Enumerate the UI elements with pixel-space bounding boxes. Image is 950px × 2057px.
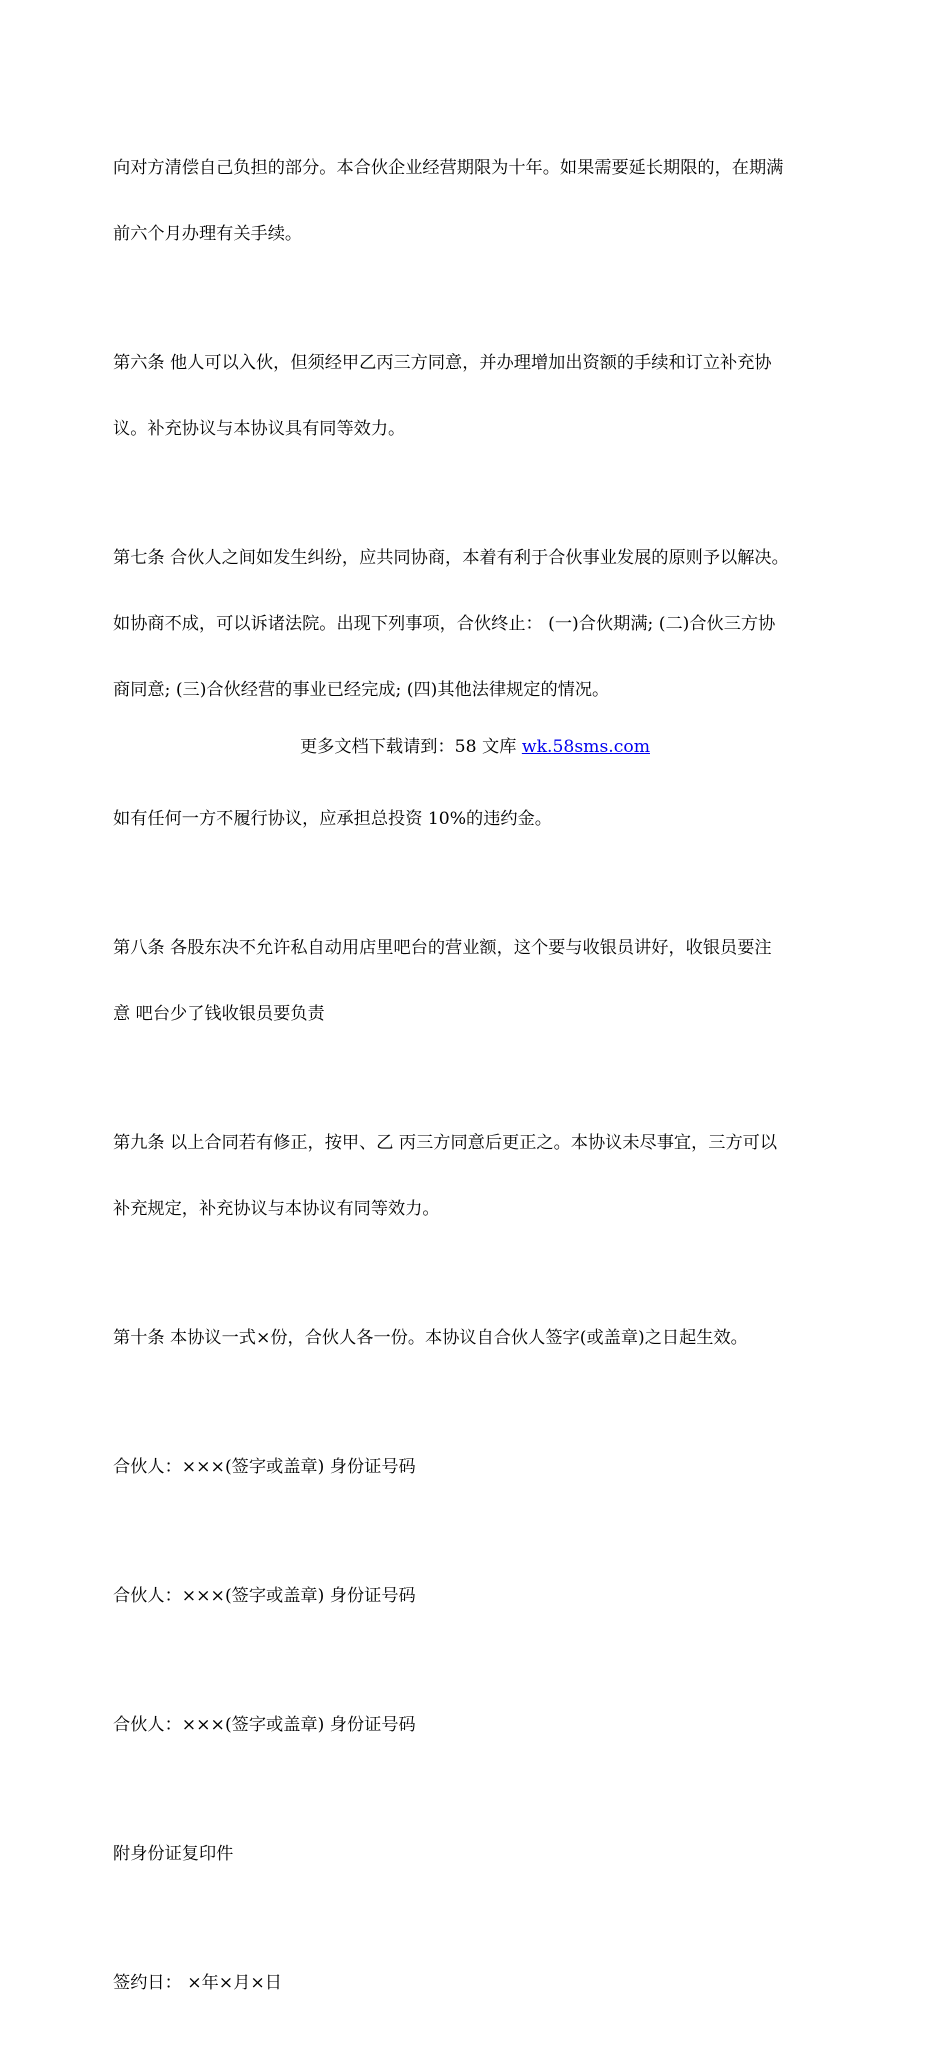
paragraph-article-7 [113,503,839,745]
paragraph-article-9 [113,1088,839,1264]
paragraph-article-6 [113,308,839,484]
text-line: 向对方清偿自己负担的部分。本合伙企业经营期限为十年。如果需要延长期限的，在期满 [113,158,784,178]
footer-text: 更多文档下载请到：58 文库 [299,737,522,757]
text-line: 签约日： ×年×月×日 [113,1973,282,1993]
text-line: 第六条 他人可以入伙，但须经甲乙丙三方同意，并办理增加出资额的手续和订立补充协 [113,353,772,373]
text-line: 附身份证复印件 [113,1844,234,1864]
partner-signature-line [113,1412,839,1522]
text-line: 意 吧台少了钱收银员要负责 [113,1004,325,1024]
text-line: 合伙人：×××(签字或盖章) 身份证号码 [113,1715,416,1735]
text-line: 如有任何一方不履行协议，应承担总投资 10%的违约金。 [113,809,552,829]
document-body [113,113,839,2057]
download-footer [0,736,950,758]
paragraph-penalty [113,764,839,874]
text-line: 如协商不成，可以诉诸法院。出现下列事项，合伙终止： (一)合伙期满; (二)合伙三方协 [113,614,776,634]
partner-signature-line [113,1670,839,1780]
text-line: 第十条 本协议一式×份，合伙人各一份。本协议自合伙人签字(或盖章)之日起生效。 [113,1328,748,1348]
paragraph-term-period [113,113,839,289]
text-line: 补充规定，补充协议与本协议有同等效力。 [113,1199,440,1219]
footer-link[interactable]: wk.58sms.com [521,737,650,757]
text-line: 合伙人：×××(签字或盖章) 身份证号码 [113,1457,416,1477]
text-line: 议。补充协议与本协议具有同等效力。 [113,419,406,439]
partner-signature-line [113,1541,839,1651]
text-line: 第八条 各股东决不允许私自动用店里吧台的营业额，这个要与收银员讲好，收银员要注 [113,938,772,958]
text-line: 第七条 合伙人之间如发生纠纷，应共同协商，本着有利于合伙事业发展的原则予以解决。 [113,548,789,568]
paragraph-article-8 [113,893,839,1069]
text-line: 商同意; (三)合伙经营的事业已经完成; (四)其他法律规定的情况。 [113,680,610,700]
text-line: 第九条 以上合同若有修正，按甲、乙 丙三方同意后更正之。本协议未尽事宜，三方可以 [113,1133,778,1153]
text-line: 前六个月办理有关手续。 [113,224,303,244]
signing-date [113,1928,839,2038]
attachment-note [113,1799,839,1909]
paragraph-article-10 [113,1283,839,1393]
text-line: 合伙人：×××(签字或盖章) 身份证号码 [113,1586,416,1606]
